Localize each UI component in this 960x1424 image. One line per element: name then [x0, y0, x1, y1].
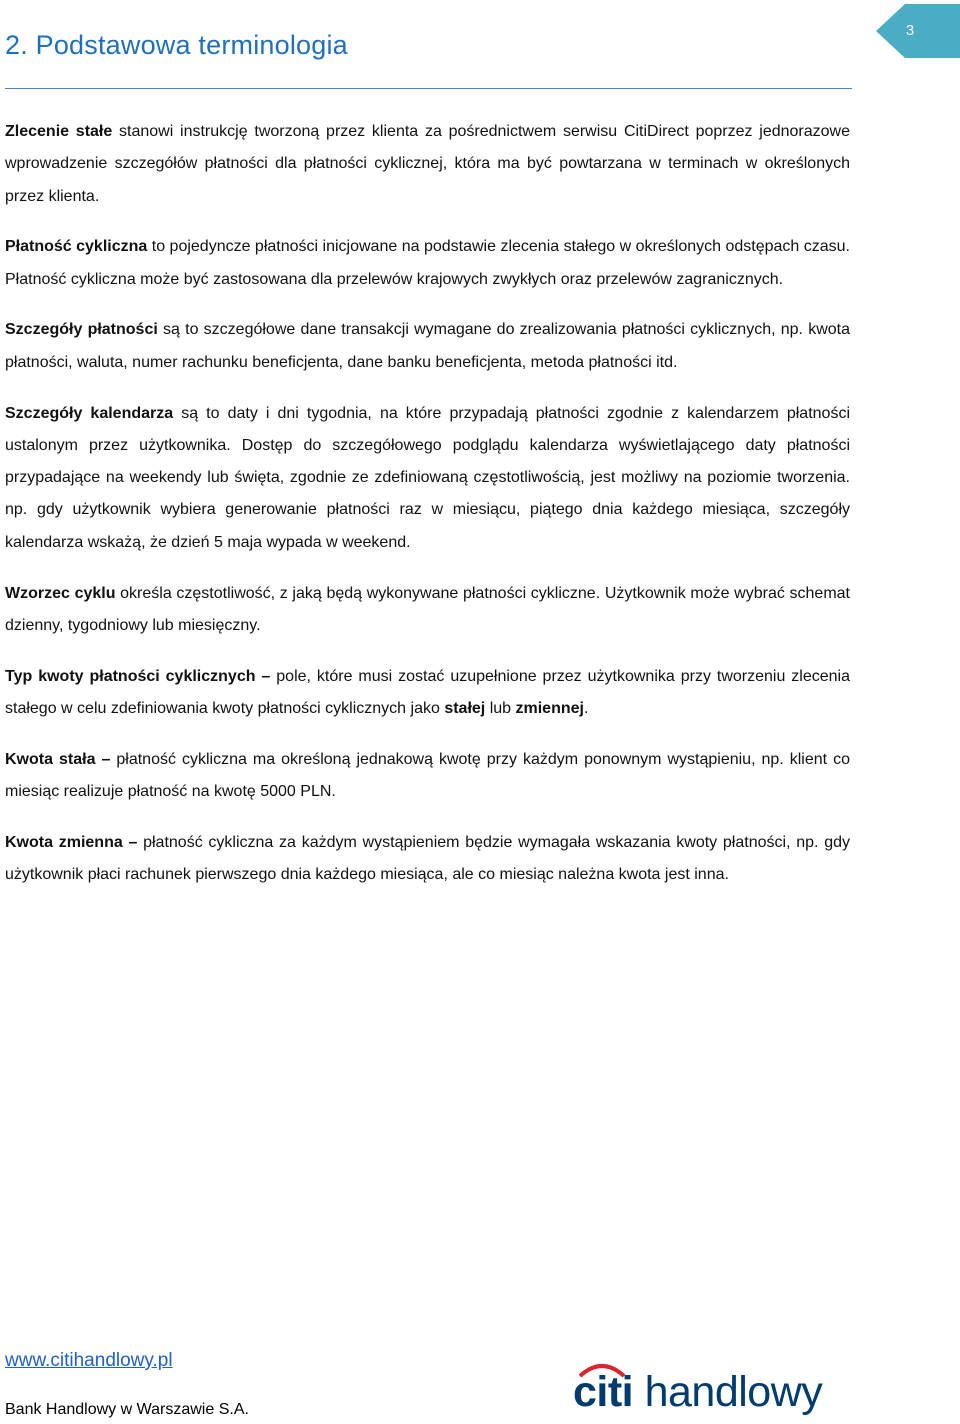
company-name: Bank Handlowy w Warszawie S.A.	[5, 1401, 249, 1418]
definition-text: lub	[485, 699, 516, 717]
definition-text: są to daty i dni tygodnia, na które przypadają płatności zgodnie z kalendarzem płatności ustalonym przez użytkownika. Dostęp do szczegółowego podglądu kalendarza wyświetlającego daty płatności przypadające na weekendy lub święta, zgodnie ze zdefiniowaną częstotliwością, jest możliwy na poziomie tworzenia. np. gdy użytkownik wybiera generowanie płatności raz w miesiącu, piątego dnia każdego miesiąca, szczegóły kalendarza wskażą, że dzień 5 maja wypada w weekend.	[5, 404, 850, 551]
citi-handlowy-logo	[573, 1367, 823, 1417]
term: Kwota zmienna –	[5, 833, 138, 851]
definition-text: pole, które musi zostać uzupełnione przez użytkownika przy tworzeniu zlecenia stałego w celu zdefiniowania kwoty płatności cyklicznych jako	[5, 667, 851, 717]
definition-standing-order	[5, 116, 850, 213]
definition-text: są to szczegółowe dane transakcji wymagane do zrealizowania płatności cyklicznych, np. kwota płatności, waluta, numer rachunku beneficjenta, dane banku beneficjenta, metoda płatności itd.	[5, 321, 850, 371]
page-title: 2. Podstawowa terminologia	[5, 30, 348, 60]
definition-text: płatność cykliczna za każdym wystąpieniem będzie wymagała wskazania kwoty płatności, np. gdy użytkownik płaci rachunek pierwszego dnia każdego miesiąca, ale co miesiąc należna kwota jest inna.	[5, 833, 850, 884]
logo-handlowy: handlowy	[633, 1368, 823, 1416]
definition-calendar-details	[5, 398, 850, 559]
website-link[interactable]: www.citihandlowy.pl	[5, 1350, 173, 1371]
definition-text: to pojedyncze płatności inicjowane na podstawie zlecenia stałego w określonych odstępach czasu. Płatność cykliczna może być zastosowana dla przelewów krajowych zwykłych oraz przelewów zagranicznych.	[5, 238, 850, 288]
term: Szczegóły kalendarza	[5, 404, 174, 422]
definition-variable-amount	[5, 827, 850, 892]
definition-text: płatność cykliczna ma określoną jednakową kwotę przy każdym ponownym wystąpieniu, np. klient co miesiąc realizuje płatność na kwotę 5000 PLN.	[5, 750, 851, 801]
definition-text: stanowi instrukcję tworzoną przez klienta za pośrednictwem serwisu CitiDirect poprzez jednorazowe wprowadzenie szczegółów płatności dla płatności cyklicznej, która ma być powtarzana w terminach w określonych przez klienta.	[5, 123, 850, 205]
term: Typ kwoty płatności cyklicznych –	[5, 667, 271, 685]
title-divider	[5, 88, 852, 89]
term: Szczegóły płatności	[5, 321, 158, 339]
definition-amount-type	[5, 661, 850, 726]
definition-text: .	[583, 699, 589, 717]
definition-text: określa częstotliwość, z jaką będą wykonywane płatności cykliczne. Użytkownik może wybrać schemat dzienny, tygodniowy lub miesięczny.	[5, 584, 850, 634]
page-number: 3	[905, 22, 915, 39]
logo-citi: citi	[573, 1368, 634, 1416]
term: Zlecenie stałe	[5, 123, 113, 140]
definition-cycle-pattern	[5, 578, 850, 643]
definition-recurring-payment	[5, 231, 850, 296]
definition-fixed-amount	[5, 744, 850, 809]
page-number-badge	[876, 4, 960, 58]
term-fixed: stałej	[444, 699, 486, 717]
term: Kwota stała –	[5, 750, 111, 768]
term: Wzorzec cyklu	[5, 584, 116, 602]
term: Płatność cykliczna	[5, 238, 148, 256]
term-variable: zmiennej	[515, 699, 584, 717]
terminology-body	[5, 116, 850, 910]
definition-payment-details	[5, 314, 850, 379]
